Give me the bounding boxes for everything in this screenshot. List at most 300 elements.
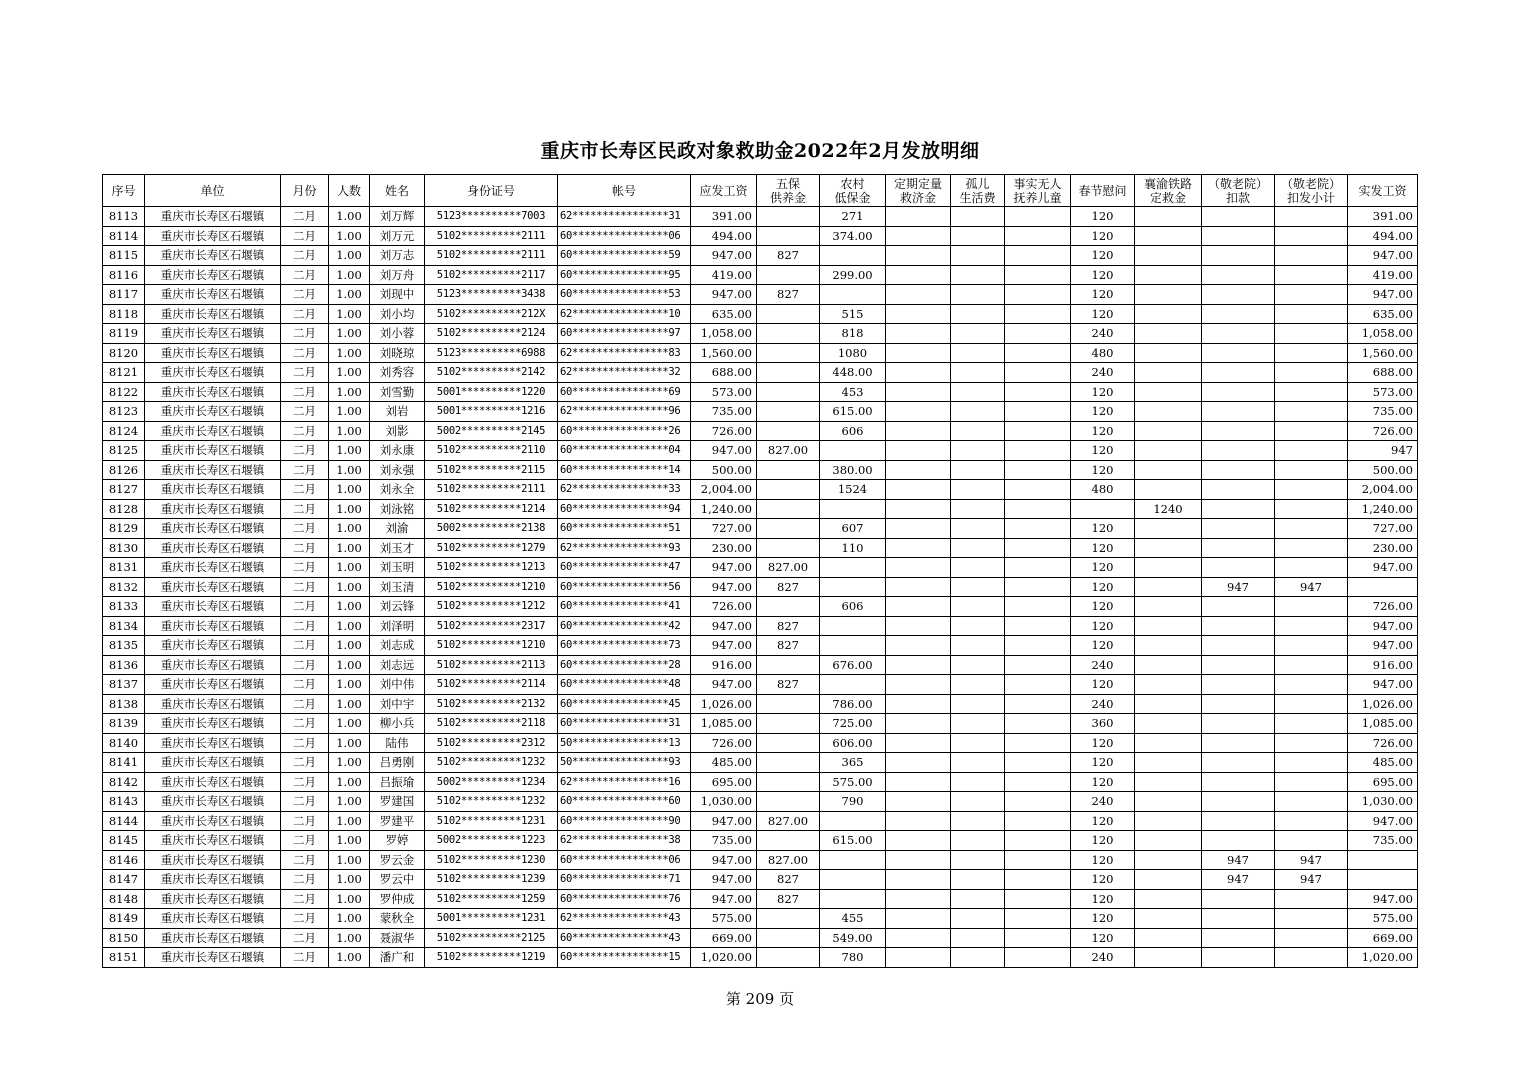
table-cell [1005, 792, 1071, 812]
table-cell: 240 [1071, 655, 1135, 675]
table-cell [1005, 460, 1071, 480]
table-cell [1005, 480, 1071, 500]
table-cell [1135, 304, 1202, 324]
table-cell: 480 [1071, 343, 1135, 363]
table-cell: 120 [1071, 285, 1135, 305]
table-cell: 120 [1071, 733, 1135, 753]
table-cell: 重庆市长寿区石堰镇 [145, 538, 281, 558]
table-cell [1005, 304, 1071, 324]
table-cell: 5002**********1223 [425, 831, 558, 851]
table-row [103, 519, 1418, 539]
table-cell: 二月 [281, 850, 329, 870]
table-cell [886, 831, 951, 851]
table-cell: 刘雪勤 [370, 382, 425, 402]
table-cell: 5102**********2110 [425, 441, 558, 461]
table-cell [886, 285, 951, 305]
table-cell: 1.00 [329, 577, 370, 597]
table-cell: 1,026.00 [691, 694, 757, 714]
table-cell [1135, 246, 1202, 266]
table-cell [1348, 850, 1418, 870]
table-cell: 735.00 [1348, 402, 1418, 422]
table-cell: 重庆市长寿区石堰镇 [145, 694, 281, 714]
table-cell: 刘玉才 [370, 538, 425, 558]
table-cell: 8133 [103, 597, 145, 617]
table-cell: 60****************48 [558, 675, 691, 695]
table-cell [951, 811, 1005, 831]
table-cell: 二月 [281, 831, 329, 851]
table-cell: 5102**********1210 [425, 577, 558, 597]
table-cell [886, 421, 951, 441]
table-cell [757, 226, 820, 246]
table-row [103, 948, 1418, 968]
table-cell [886, 616, 951, 636]
table-cell: 947.00 [1348, 558, 1418, 578]
payment-table [102, 174, 1418, 968]
table-cell [1005, 811, 1071, 831]
table-cell [757, 831, 820, 851]
column-header: 姓名 [370, 175, 425, 207]
table-cell [1005, 226, 1071, 246]
table-cell: 669.00 [1348, 928, 1418, 948]
table-cell: 二月 [281, 909, 329, 929]
table-cell: 5102**********1279 [425, 538, 558, 558]
table-cell [757, 597, 820, 617]
table-cell: 60****************06 [558, 226, 691, 246]
table-cell: 688.00 [691, 363, 757, 383]
table-cell [1202, 733, 1275, 753]
table-cell [1202, 655, 1275, 675]
table-cell [1135, 870, 1202, 890]
table-cell [886, 265, 951, 285]
table-cell: 1080 [820, 343, 886, 363]
table-cell [1202, 792, 1275, 812]
table-cell: 重庆市长寿区石堰镇 [145, 772, 281, 792]
table-cell [951, 207, 1005, 227]
table-cell [886, 909, 951, 929]
column-header: 人数 [329, 175, 370, 207]
table-cell [757, 207, 820, 227]
table-cell: 5002**********1234 [425, 772, 558, 792]
table-cell [886, 694, 951, 714]
table-cell: 60****************42 [558, 616, 691, 636]
table-cell: 1.00 [329, 850, 370, 870]
table-cell [951, 948, 1005, 968]
table-cell: 8113 [103, 207, 145, 227]
column-header: 五保 供养金 [757, 175, 820, 207]
table-cell [951, 616, 1005, 636]
table-cell: 刘志成 [370, 636, 425, 656]
table-cell: 62****************38 [558, 831, 691, 851]
table-cell [1275, 928, 1348, 948]
table-cell: 240 [1071, 363, 1135, 383]
table-cell: 60****************73 [558, 636, 691, 656]
table-cell: 374.00 [820, 226, 886, 246]
table-cell [1202, 597, 1275, 617]
column-header: 单位 [145, 175, 281, 207]
table-cell [1275, 616, 1348, 636]
table-row [103, 870, 1418, 890]
table-cell: 二月 [281, 246, 329, 266]
table-cell: 1.00 [329, 597, 370, 617]
table-cell [1005, 714, 1071, 734]
table-cell [1202, 324, 1275, 344]
table-row [103, 460, 1418, 480]
table-cell: 110 [820, 538, 886, 558]
table-cell: 重庆市长寿区石堰镇 [145, 792, 281, 812]
table-cell: 240 [1071, 792, 1135, 812]
table-cell: 575.00 [820, 772, 886, 792]
table-cell: 5001**********1220 [425, 382, 558, 402]
table-cell [1005, 655, 1071, 675]
table-cell [1135, 811, 1202, 831]
table-cell: 5102**********1212 [425, 597, 558, 617]
table-cell: 1.00 [329, 265, 370, 285]
column-header: 应发工资 [691, 175, 757, 207]
table-cell [886, 363, 951, 383]
table-cell [886, 636, 951, 656]
table-cell [820, 285, 886, 305]
table-cell: 5102**********2118 [425, 714, 558, 734]
table-body [103, 207, 1418, 968]
table-cell: 947 [1348, 441, 1418, 461]
table-cell: 120 [1071, 577, 1135, 597]
table-cell: 二月 [281, 928, 329, 948]
table-cell: 8145 [103, 831, 145, 851]
table-cell: 刘云锋 [370, 597, 425, 617]
table-cell [757, 519, 820, 539]
column-header: 春节慰问 [1071, 175, 1135, 207]
table-cell: 二月 [281, 265, 329, 285]
table-cell: 485.00 [691, 753, 757, 773]
table-cell: 947 [1202, 577, 1275, 597]
table-cell [1005, 538, 1071, 558]
table-cell: 8136 [103, 655, 145, 675]
table-cell: 二月 [281, 597, 329, 617]
table-cell [886, 304, 951, 324]
table-cell [757, 421, 820, 441]
table-cell: 二月 [281, 363, 329, 383]
table-row [103, 480, 1418, 500]
table-cell [1202, 207, 1275, 227]
table-cell [951, 675, 1005, 695]
table-row [103, 597, 1418, 617]
table-cell [951, 577, 1005, 597]
table-cell: 480 [1071, 480, 1135, 500]
table-cell [886, 246, 951, 266]
table-cell: 827.00 [757, 558, 820, 578]
table-cell: 5102**********2132 [425, 694, 558, 714]
table-cell [1005, 558, 1071, 578]
table-cell: 5002**********2138 [425, 519, 558, 539]
table-cell: 二月 [281, 324, 329, 344]
table-cell: 606.00 [820, 733, 886, 753]
table-cell: 120 [1071, 889, 1135, 909]
table-cell: 刘渝 [370, 519, 425, 539]
table-cell [1135, 265, 1202, 285]
table-cell: 1,085.00 [1348, 714, 1418, 734]
table-cell: 947.00 [1348, 675, 1418, 695]
table-cell [1275, 480, 1348, 500]
table-cell: 刘永强 [370, 460, 425, 480]
table-cell: 5001**********1231 [425, 909, 558, 929]
table-cell [1005, 772, 1071, 792]
table-cell [1135, 753, 1202, 773]
table-cell: 二月 [281, 772, 329, 792]
table-cell [1202, 480, 1275, 500]
table-cell: 二月 [281, 753, 329, 773]
table-cell [1275, 831, 1348, 851]
table-cell [820, 636, 886, 656]
table-cell: 120 [1071, 558, 1135, 578]
table-cell: 重庆市长寿区石堰镇 [145, 343, 281, 363]
table-cell: 8140 [103, 733, 145, 753]
table-cell [1135, 772, 1202, 792]
table-cell [1202, 265, 1275, 285]
table-cell [951, 772, 1005, 792]
table-cell: 5102**********1210 [425, 636, 558, 656]
table-cell: 8130 [103, 538, 145, 558]
table-cell: 8142 [103, 772, 145, 792]
table-cell: 刘万辉 [370, 207, 425, 227]
table-cell: 重庆市长寿区石堰镇 [145, 421, 281, 441]
table-cell [1275, 285, 1348, 305]
table-cell: 5123**********6988 [425, 343, 558, 363]
table-cell: 二月 [281, 811, 329, 831]
table-cell [951, 870, 1005, 890]
table-row [103, 343, 1418, 363]
table-cell: 676.00 [820, 655, 886, 675]
table-cell [1275, 343, 1348, 363]
table-cell: 重庆市长寿区石堰镇 [145, 285, 281, 305]
table-cell [1275, 421, 1348, 441]
table-cell: 8150 [103, 928, 145, 948]
table-cell: 5102**********2115 [425, 460, 558, 480]
table-cell: 947.00 [691, 441, 757, 461]
table-cell: 5002**********2145 [425, 421, 558, 441]
table-cell [1275, 733, 1348, 753]
table-cell [1005, 636, 1071, 656]
table-cell: 8146 [103, 850, 145, 870]
table-cell: 重庆市长寿区石堰镇 [145, 597, 281, 617]
table-cell [1135, 948, 1202, 968]
table-cell [1135, 831, 1202, 851]
table-cell: 重庆市长寿区石堰镇 [145, 499, 281, 519]
table-cell [1135, 285, 1202, 305]
table-cell: 二月 [281, 675, 329, 695]
table-cell: 二月 [281, 792, 329, 812]
table-cell [1275, 363, 1348, 383]
table-cell [1005, 616, 1071, 636]
table-cell: 1.00 [329, 675, 370, 695]
table-cell [1005, 733, 1071, 753]
table-cell: 1.00 [329, 538, 370, 558]
table-cell: 947 [1275, 870, 1348, 890]
table-cell: 重庆市长寿区石堰镇 [145, 889, 281, 909]
table-cell: 刘晓琼 [370, 343, 425, 363]
table-cell: 1.00 [329, 792, 370, 812]
table-cell: 780 [820, 948, 886, 968]
table-cell: 240 [1071, 324, 1135, 344]
table-cell: 重庆市长寿区石堰镇 [145, 948, 281, 968]
table-cell: 8126 [103, 460, 145, 480]
table-cell: 726.00 [1348, 421, 1418, 441]
table-cell: 重庆市长寿区石堰镇 [145, 304, 281, 324]
table-cell: 二月 [281, 577, 329, 597]
table-cell [1202, 343, 1275, 363]
table-cell [1135, 363, 1202, 383]
table-cell: 蒙秋全 [370, 909, 425, 929]
table-cell: 8134 [103, 616, 145, 636]
table-cell [951, 304, 1005, 324]
table-cell: 1.00 [329, 343, 370, 363]
table-cell: 947.00 [691, 850, 757, 870]
table-cell: 827 [757, 577, 820, 597]
table-cell [820, 246, 886, 266]
table-row [103, 265, 1418, 285]
table-cell: 1,085.00 [691, 714, 757, 734]
table-cell [951, 889, 1005, 909]
table-cell [951, 694, 1005, 714]
table-cell [951, 246, 1005, 266]
table-cell [951, 519, 1005, 539]
table-cell [951, 928, 1005, 948]
table-cell [1202, 402, 1275, 422]
table-cell: 重庆市长寿区石堰镇 [145, 753, 281, 773]
table-cell: 62****************16 [558, 772, 691, 792]
table-cell [1005, 577, 1071, 597]
table-cell: 947.00 [691, 577, 757, 597]
table-cell: 735.00 [691, 402, 757, 422]
table-row [103, 246, 1418, 266]
table-cell: 1.00 [329, 714, 370, 734]
table-cell: 60****************26 [558, 421, 691, 441]
table-cell: 重庆市长寿区石堰镇 [145, 733, 281, 753]
table-cell: 120 [1071, 772, 1135, 792]
table-cell: 二月 [281, 441, 329, 461]
table-cell: 419.00 [691, 265, 757, 285]
table-cell [1135, 226, 1202, 246]
table-cell [1005, 363, 1071, 383]
table-cell: 2,004.00 [691, 480, 757, 500]
table-cell: 8139 [103, 714, 145, 734]
table-cell [886, 460, 951, 480]
table-cell: 5102**********2312 [425, 733, 558, 753]
table-cell [1202, 948, 1275, 968]
table-cell: 50****************13 [558, 733, 691, 753]
table-cell [757, 655, 820, 675]
table-cell: 刘万元 [370, 226, 425, 246]
table-cell [886, 343, 951, 363]
table-cell: 重庆市长寿区石堰镇 [145, 265, 281, 285]
table-cell: 8118 [103, 304, 145, 324]
table-cell: 62****************33 [558, 480, 691, 500]
table-cell [951, 480, 1005, 500]
table-cell: 1.00 [329, 304, 370, 324]
table-row [103, 207, 1418, 227]
table-cell: 5102**********1230 [425, 850, 558, 870]
table-cell: 刘中伟 [370, 675, 425, 695]
table-cell: 695.00 [1348, 772, 1418, 792]
table-cell [820, 577, 886, 597]
table-cell [1005, 382, 1071, 402]
table-cell [1275, 207, 1348, 227]
table-cell: 827 [757, 246, 820, 266]
table-cell: 1240 [1135, 499, 1202, 519]
table-row [103, 655, 1418, 675]
table-cell: 2,004.00 [1348, 480, 1418, 500]
table-cell [1202, 285, 1275, 305]
table-cell: 448.00 [820, 363, 886, 383]
table-cell: 5102**********2317 [425, 616, 558, 636]
table-cell: 120 [1071, 207, 1135, 227]
table-cell: 606 [820, 597, 886, 617]
table-cell [1135, 441, 1202, 461]
table-cell [757, 733, 820, 753]
table-cell: 5102**********2117 [425, 265, 558, 285]
table-cell: 827.00 [757, 811, 820, 831]
table-cell [886, 519, 951, 539]
table-cell [951, 831, 1005, 851]
table-cell: 827.00 [757, 441, 820, 461]
table-cell: 5102**********1259 [425, 889, 558, 909]
table-cell: 8131 [103, 558, 145, 578]
table-row [103, 441, 1418, 461]
column-header: 帐号 [558, 175, 691, 207]
table-cell: 1,058.00 [1348, 324, 1418, 344]
table-cell: 重庆市长寿区石堰镇 [145, 577, 281, 597]
table-cell: 60****************71 [558, 870, 691, 890]
table-row [103, 402, 1418, 422]
table-cell: 62****************93 [558, 538, 691, 558]
table-cell: 重庆市长寿区石堰镇 [145, 675, 281, 695]
table-cell: 60****************43 [558, 928, 691, 948]
table-cell: 二月 [281, 538, 329, 558]
table-cell [1202, 675, 1275, 695]
table-cell: 727.00 [1348, 519, 1418, 539]
table-cell: 1.00 [329, 226, 370, 246]
column-header: 序号 [103, 175, 145, 207]
table-cell [757, 792, 820, 812]
table-cell [1275, 558, 1348, 578]
table-row [103, 831, 1418, 851]
table-cell: 380.00 [820, 460, 886, 480]
table-cell [1275, 889, 1348, 909]
table-cell [1135, 597, 1202, 617]
table-cell [757, 714, 820, 734]
column-header: （敬老院） 扣款 [1202, 175, 1275, 207]
table-cell: 575.00 [691, 909, 757, 929]
column-header: 身份证号 [425, 175, 558, 207]
table-cell [1275, 246, 1348, 266]
table-cell [1135, 714, 1202, 734]
table-cell: 8114 [103, 226, 145, 246]
table-cell: 1.00 [329, 460, 370, 480]
table-cell: 重庆市长寿区石堰镇 [145, 714, 281, 734]
table-cell: 60****************28 [558, 655, 691, 675]
table-cell [1275, 792, 1348, 812]
table-cell: 947.00 [1348, 889, 1418, 909]
table-cell [757, 694, 820, 714]
table-cell: 罗仲成 [370, 889, 425, 909]
table-cell [886, 558, 951, 578]
table-cell: 240 [1071, 948, 1135, 968]
table-cell [757, 304, 820, 324]
table-cell [886, 753, 951, 773]
table-cell: 重庆市长寿区石堰镇 [145, 382, 281, 402]
table-row [103, 889, 1418, 909]
table-cell: 60****************47 [558, 558, 691, 578]
table-cell [886, 948, 951, 968]
